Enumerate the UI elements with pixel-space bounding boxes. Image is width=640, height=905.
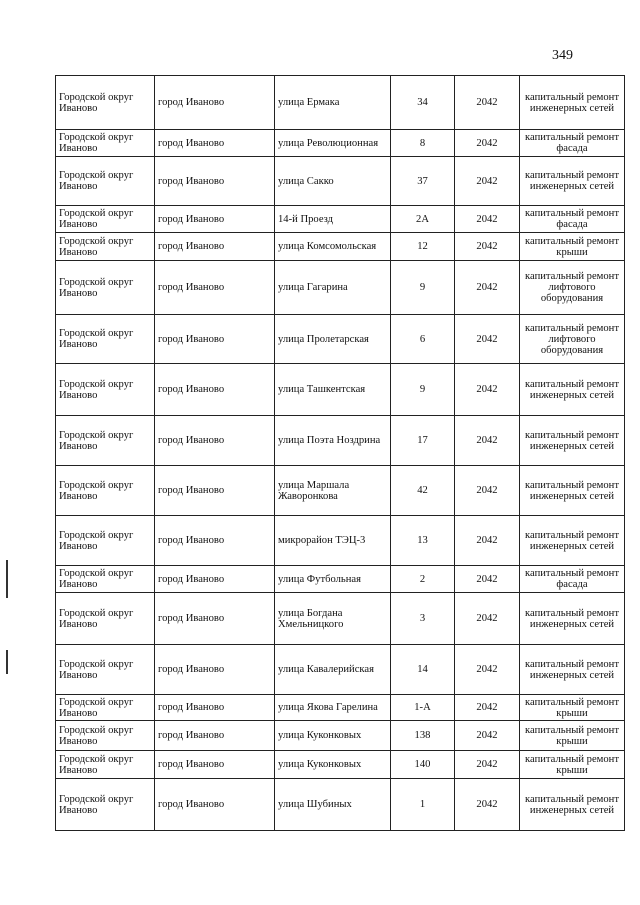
cell-house: 13: [391, 516, 455, 566]
cell-year: 2042: [455, 516, 520, 566]
cell-house: 2: [391, 566, 455, 593]
cell-city: город Иваново: [155, 751, 275, 779]
cell-year: 2042: [455, 593, 520, 645]
scan-margin-line: [6, 650, 8, 674]
cell-street: улица Поэта Ноздрина: [275, 416, 391, 466]
cell-work: капитальный ремонт инженерных сетей: [520, 364, 625, 416]
cell-house: 8: [391, 130, 455, 157]
cell-year: 2042: [455, 130, 520, 157]
cell-work: капитальный ремонт крыши: [520, 233, 625, 261]
cell-district: Городской округ Иваново: [56, 721, 155, 751]
cell-street: улица Якова Гарелина: [275, 695, 391, 721]
cell-work: капитальный ремонт инженерных сетей: [520, 645, 625, 695]
cell-district: Городской округ Иваново: [56, 516, 155, 566]
cell-work: капитальный ремонт фасада: [520, 206, 625, 233]
cell-year: 2042: [455, 315, 520, 364]
cell-house: 3: [391, 593, 455, 645]
table-row: [56, 751, 625, 779]
cell-year: 2042: [455, 466, 520, 516]
cell-house: 1-А: [391, 695, 455, 721]
cell-street: улица Сакко: [275, 157, 391, 206]
cell-year: 2042: [455, 76, 520, 130]
cell-year: 2042: [455, 645, 520, 695]
cell-city: город Иваново: [155, 364, 275, 416]
page-number: 349: [552, 48, 573, 63]
cell-house: 9: [391, 364, 455, 416]
cell-house: 138: [391, 721, 455, 751]
cell-work: капитальный ремонт лифтового оборудования: [520, 315, 625, 364]
cell-city: город Иваново: [155, 566, 275, 593]
table-row: [56, 416, 625, 466]
cell-district: Городской округ Иваново: [56, 466, 155, 516]
table-row: [56, 315, 625, 364]
cell-work: капитальный ремонт фасада: [520, 130, 625, 157]
cell-house: 37: [391, 157, 455, 206]
table-row: [56, 645, 625, 695]
cell-city: город Иваново: [155, 206, 275, 233]
cell-work: капитальный ремонт инженерных сетей: [520, 466, 625, 516]
cell-work: капитальный ремонт инженерных сетей: [520, 76, 625, 130]
cell-city: город Иваново: [155, 695, 275, 721]
cell-city: город Иваново: [155, 779, 275, 831]
table-row: [56, 516, 625, 566]
cell-year: 2042: [455, 721, 520, 751]
cell-house: 34: [391, 76, 455, 130]
cell-work: капитальный ремонт инженерных сетей: [520, 779, 625, 831]
cell-street: улица Ташкентская: [275, 364, 391, 416]
cell-work: капитальный ремонт инженерных сетей: [520, 593, 625, 645]
cell-house: 9: [391, 261, 455, 315]
cell-district: Городской округ Иваново: [56, 76, 155, 130]
cell-year: 2042: [455, 416, 520, 466]
cell-street: улица Кавалерийская: [275, 645, 391, 695]
cell-district: Городской округ Иваново: [56, 364, 155, 416]
cell-district: Городской округ Иваново: [56, 566, 155, 593]
cell-city: город Иваново: [155, 76, 275, 130]
cell-year: 2042: [455, 233, 520, 261]
cell-district: Городской округ Иваново: [56, 779, 155, 831]
cell-year: 2042: [455, 261, 520, 315]
table-body: [56, 76, 625, 831]
cell-street: улица Гагарина: [275, 261, 391, 315]
cell-city: город Иваново: [155, 261, 275, 315]
cell-city: город Иваново: [155, 130, 275, 157]
cell-city: город Иваново: [155, 466, 275, 516]
cell-work: капитальный ремонт лифтового оборудования: [520, 261, 625, 315]
cell-work: капитальный ремонт инженерных сетей: [520, 157, 625, 206]
cell-street: 14-й Проезд: [275, 206, 391, 233]
cell-house: 14: [391, 645, 455, 695]
cell-work: капитальный ремонт фасада: [520, 566, 625, 593]
cell-house: 2А: [391, 206, 455, 233]
cell-street: улица Футбольная: [275, 566, 391, 593]
table-row: [56, 593, 625, 645]
cell-city: город Иваново: [155, 645, 275, 695]
cell-work: капитальный ремонт инженерных сетей: [520, 516, 625, 566]
cell-district: Городской округ Иваново: [56, 695, 155, 721]
table-row: [56, 364, 625, 416]
table-row: [56, 261, 625, 315]
table-row: [56, 206, 625, 233]
table-row: [56, 566, 625, 593]
table-row: [56, 76, 625, 130]
cell-district: Городской округ Иваново: [56, 645, 155, 695]
cell-street: улица Революционная: [275, 130, 391, 157]
cell-street: микрорайон ТЭЦ-3: [275, 516, 391, 566]
cell-house: 12: [391, 233, 455, 261]
cell-street: улица Ермака: [275, 76, 391, 130]
cell-city: город Иваново: [155, 416, 275, 466]
table-row: [56, 130, 625, 157]
cell-district: Городской округ Иваново: [56, 315, 155, 364]
cell-district: Городской округ Иваново: [56, 233, 155, 261]
cell-street: улица Шубиных: [275, 779, 391, 831]
cell-district: Городской округ Иваново: [56, 416, 155, 466]
cell-year: 2042: [455, 364, 520, 416]
cell-year: 2042: [455, 695, 520, 721]
cell-work: капитальный ремонт крыши: [520, 695, 625, 721]
cell-district: Городской округ Иваново: [56, 206, 155, 233]
cell-house: 1: [391, 779, 455, 831]
cell-city: город Иваново: [155, 721, 275, 751]
cell-district: Городской округ Иваново: [56, 157, 155, 206]
table-row: [56, 721, 625, 751]
cell-city: город Иваново: [155, 516, 275, 566]
cell-city: город Иваново: [155, 315, 275, 364]
cell-district: Городской округ Иваново: [56, 751, 155, 779]
cell-house: 17: [391, 416, 455, 466]
scan-margin-line: [6, 560, 8, 598]
table-row: [56, 466, 625, 516]
cell-year: 2042: [455, 157, 520, 206]
cell-street: улица Богдана Хмельницкого: [275, 593, 391, 645]
repair-schedule-table: [55, 75, 625, 831]
table-row: [56, 157, 625, 206]
cell-year: 2042: [455, 566, 520, 593]
cell-house: 42: [391, 466, 455, 516]
cell-district: Городской округ Иваново: [56, 130, 155, 157]
cell-district: Городской округ Иваново: [56, 261, 155, 315]
table-row: [56, 779, 625, 831]
cell-city: город Иваново: [155, 233, 275, 261]
cell-street: улица Куконковых: [275, 751, 391, 779]
cell-house: 140: [391, 751, 455, 779]
cell-district: Городской округ Иваново: [56, 593, 155, 645]
cell-year: 2042: [455, 779, 520, 831]
cell-street: улица Куконковых: [275, 721, 391, 751]
cell-work: капитальный ремонт крыши: [520, 721, 625, 751]
cell-year: 2042: [455, 206, 520, 233]
table-row: [56, 233, 625, 261]
cell-city: город Иваново: [155, 157, 275, 206]
cell-street: улица Комсомольская: [275, 233, 391, 261]
cell-city: город Иваново: [155, 593, 275, 645]
cell-work: капитальный ремонт крыши: [520, 751, 625, 779]
table-row: [56, 695, 625, 721]
cell-street: улица Пролетарская: [275, 315, 391, 364]
cell-year: 2042: [455, 751, 520, 779]
cell-house: 6: [391, 315, 455, 364]
cell-work: капитальный ремонт инженерных сетей: [520, 416, 625, 466]
cell-street: улица Маршала Жаворонкова: [275, 466, 391, 516]
